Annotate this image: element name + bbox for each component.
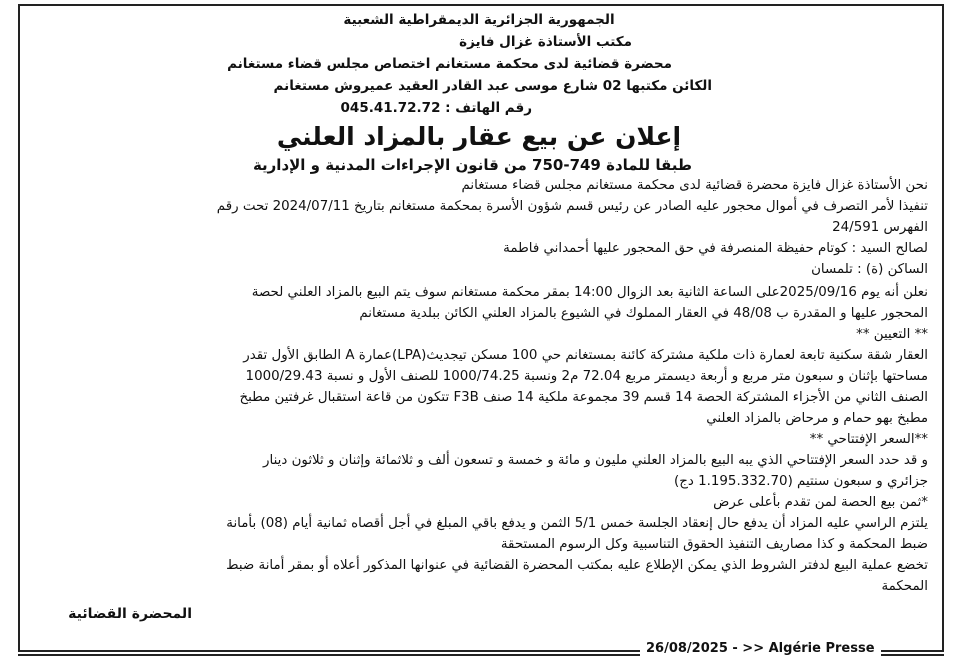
header-bailiff: محضرة قضائية لدى محكمة مستغانم اختصاص مجلس قضاء مستغانم bbox=[227, 56, 672, 72]
signature: المحضرة القضائية bbox=[68, 606, 192, 622]
body-line: الصنف الثاني من الأجزاء المشتركة الحصة 14 قسم 39 مجموعة ملكية 14 صنف F3B تتكون من قاعة استقبال غرفتين مطبخ bbox=[239, 390, 928, 405]
header-phone: رقم الهاتف : 045.41.72.72 bbox=[340, 100, 532, 116]
body-line: و قد حدد السعر الإفتتاحي الذي يبه البيع بالمزاد العلني مليون و مائة و خمسة و تسعون ألف و ثلاثمائة وإثنان و ثلاثون دينار bbox=[263, 453, 928, 468]
body-line: نعلن أنه يوم 2025/09/16على الساعة الثانية بعد الزوال 14:00 بمقر محكمة مستغانم سوف يتم البيع بالمزاد العلني لحصة bbox=[251, 285, 928, 300]
header-republic: الجمهورية الجزائرية الديمقراطية الشعبية bbox=[343, 12, 615, 28]
body-line: يلتزم الراسي عليه المزاد أن يدفع حال إنعقاد الجلسة خمس 5/1 الثمن و يدفع باقي المبلغ في أجل أقصاه ثمانية أيام (08) بأمانة bbox=[226, 516, 928, 531]
body-line: نحن الأستاذة غزال فايزة محضرة قضائية لدى محكمة مستغانم مجلس قضاء مستغانم bbox=[461, 178, 928, 193]
body-line: تخضع عملية البيع لدفتر الشروط الذي يمكن الإطلاع عليه بمكتب المحضرة القضائية في عنوانها المذكور أعلاه أو بمقر أمانة ضبط bbox=[226, 558, 928, 573]
body-line: المحجور عليها و المقدرة ب 48/08 في العقار المملوك في الشيوع بالمزاد العلني الكائن ببلدية مستغانم bbox=[359, 306, 928, 321]
header-address: الكائن مكتبها 02 شارع موسى عبد القادر العقيد عميروش مستغانم bbox=[273, 78, 712, 94]
body-line: **السعر الإفتتاحي ** bbox=[809, 432, 928, 447]
body-line: تنفيذا لأمر التصرف في أموال محجور عليه الصادر عن رئيس قسم شؤون الأسرة بمحكمة مستغانم بتاريخ 2024/07/11 تحت رقم bbox=[216, 199, 928, 214]
body-line: جزائري و سبعون سنتيم (1.195.332.70 دج) bbox=[674, 474, 928, 489]
body-line: مساحتها بإثنان و سبعون متر مربع و أربعة ديسمتر مربع 72.04 م2 ونسبة 1000/74.25 للصنف الأول و نسبة 1000/29.43 bbox=[245, 369, 928, 384]
body-line: ضبط المحكمة و كذا مصاريف التنفيذ الحقوق التناسبية وكل الرسوم المستحقة bbox=[500, 537, 928, 552]
body-line: العقار شقة سكنية تابعة لعمارة ذات ملكية مشتركة كائنة بمستغانم حي 100 مسكن تيجديث(LPA)عمارة A الطابق الأول تقدر bbox=[243, 348, 928, 363]
body-line: *ثمن بيع الحصة لمن تقدم بأعلى عرض bbox=[713, 495, 928, 510]
body-line: مطبخ بهو حمام و مرحاض بالمزاد العلني bbox=[706, 411, 928, 426]
header-office: مكتب الأستاذة غزال فايزة bbox=[459, 34, 632, 50]
footer-credit: 26/08/2025 - >> Algérie Presse bbox=[640, 641, 881, 656]
body-line: الساكن (ة) : تلمسان bbox=[811, 262, 928, 277]
announcement-frame bbox=[18, 4, 944, 652]
body-line: لصالح السيد : كوتام حفيظة المنصرفة في حق المحجور عليها أحمداني فاطمة bbox=[503, 241, 928, 256]
announcement-subtitle: طبقا للمادة 749-750 من قانون الإجراءات المدنية و الإدارية bbox=[252, 156, 692, 174]
body-line: المحكمة bbox=[881, 579, 928, 594]
announcement-title: إعلان عن بيع عقار بالمزاد العلني bbox=[276, 122, 682, 151]
body-line: الفهرس 24/591 bbox=[832, 220, 928, 235]
body-line: ** التعيين ** bbox=[856, 327, 928, 342]
